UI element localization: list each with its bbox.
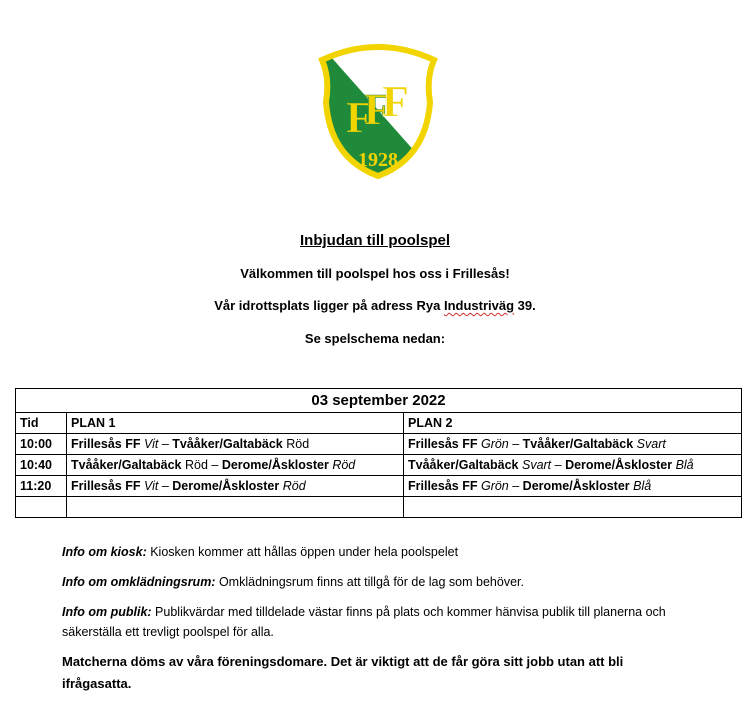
- header-plan2: PLAN 2: [404, 413, 742, 434]
- info-changing-room: Info om omklädningsrum: Omklädningsrum finns att tillgå för de lag som behöver.: [62, 575, 524, 589]
- plan1-match: Frillesås FF Vit – Tvååker/Galtabäck Röd: [67, 434, 404, 455]
- svg-text:F: F: [382, 77, 409, 126]
- address-text: Vår idrottsplats ligger på adress Rya Industriväg 39.: [214, 298, 536, 313]
- club-crest-logo: [316, 40, 440, 180]
- logo-year: 1928: [358, 149, 398, 171]
- plan2-match: Frillesås FF Grön – Tvååker/Galtabäck Svart: [404, 434, 742, 455]
- table-row: [16, 434, 742, 455]
- table-row: [16, 455, 742, 476]
- match-time: 10:00: [16, 434, 67, 455]
- empty-row: [16, 497, 742, 518]
- plan1-match: Tvååker/Galtabäck Röd – Derome/Åskloster Röd: [67, 455, 404, 476]
- header-row: [16, 413, 742, 434]
- plan2-match: Tvååker/Galtabäck Svart – Derome/Åskloster Blå: [404, 455, 742, 476]
- info-public: Info om publik: Publikvärdar med tilldelade västar finns på plats och kommer hänvisa publik till planerna och säkerställa ett trevligt poolspel för alla.: [62, 605, 666, 639]
- plan2-match: Frillesås FF Grön – Derome/Åskloster Blå: [404, 476, 742, 497]
- match-time: 11:20: [16, 476, 67, 497]
- referee-note: Matcherna döms av våra föreningsdomare. Det är viktigt att de får göra sitt jobb utan att bli ifrågasatta.: [62, 654, 624, 691]
- page-heading: Inbjudan till poolspel: [300, 232, 450, 249]
- header-time: Tid: [16, 413, 67, 434]
- schedule-table: [15, 388, 742, 518]
- plan1-match: Frillesås FF Vit – Derome/Åskloster Röd: [67, 476, 404, 497]
- svg-text:F: F: [346, 93, 373, 142]
- schedule-note: Se spelschema nedan:: [304, 331, 446, 346]
- info-kiosk: Info om kiosk: Kiosken kommer att hållas öppen under hela poolspelet: [62, 545, 459, 559]
- schedule-date: 03 september 2022: [16, 389, 742, 413]
- table-row: [16, 476, 742, 497]
- match-time: 10:40: [16, 455, 67, 476]
- spellcheck-word: Industriväg: [443, 298, 515, 313]
- welcome-text: Välkommen till poolspel hos oss i Frillesås!: [240, 266, 510, 281]
- header-plan1: PLAN 1: [67, 413, 404, 434]
- svg-text:F: F: [364, 85, 391, 134]
